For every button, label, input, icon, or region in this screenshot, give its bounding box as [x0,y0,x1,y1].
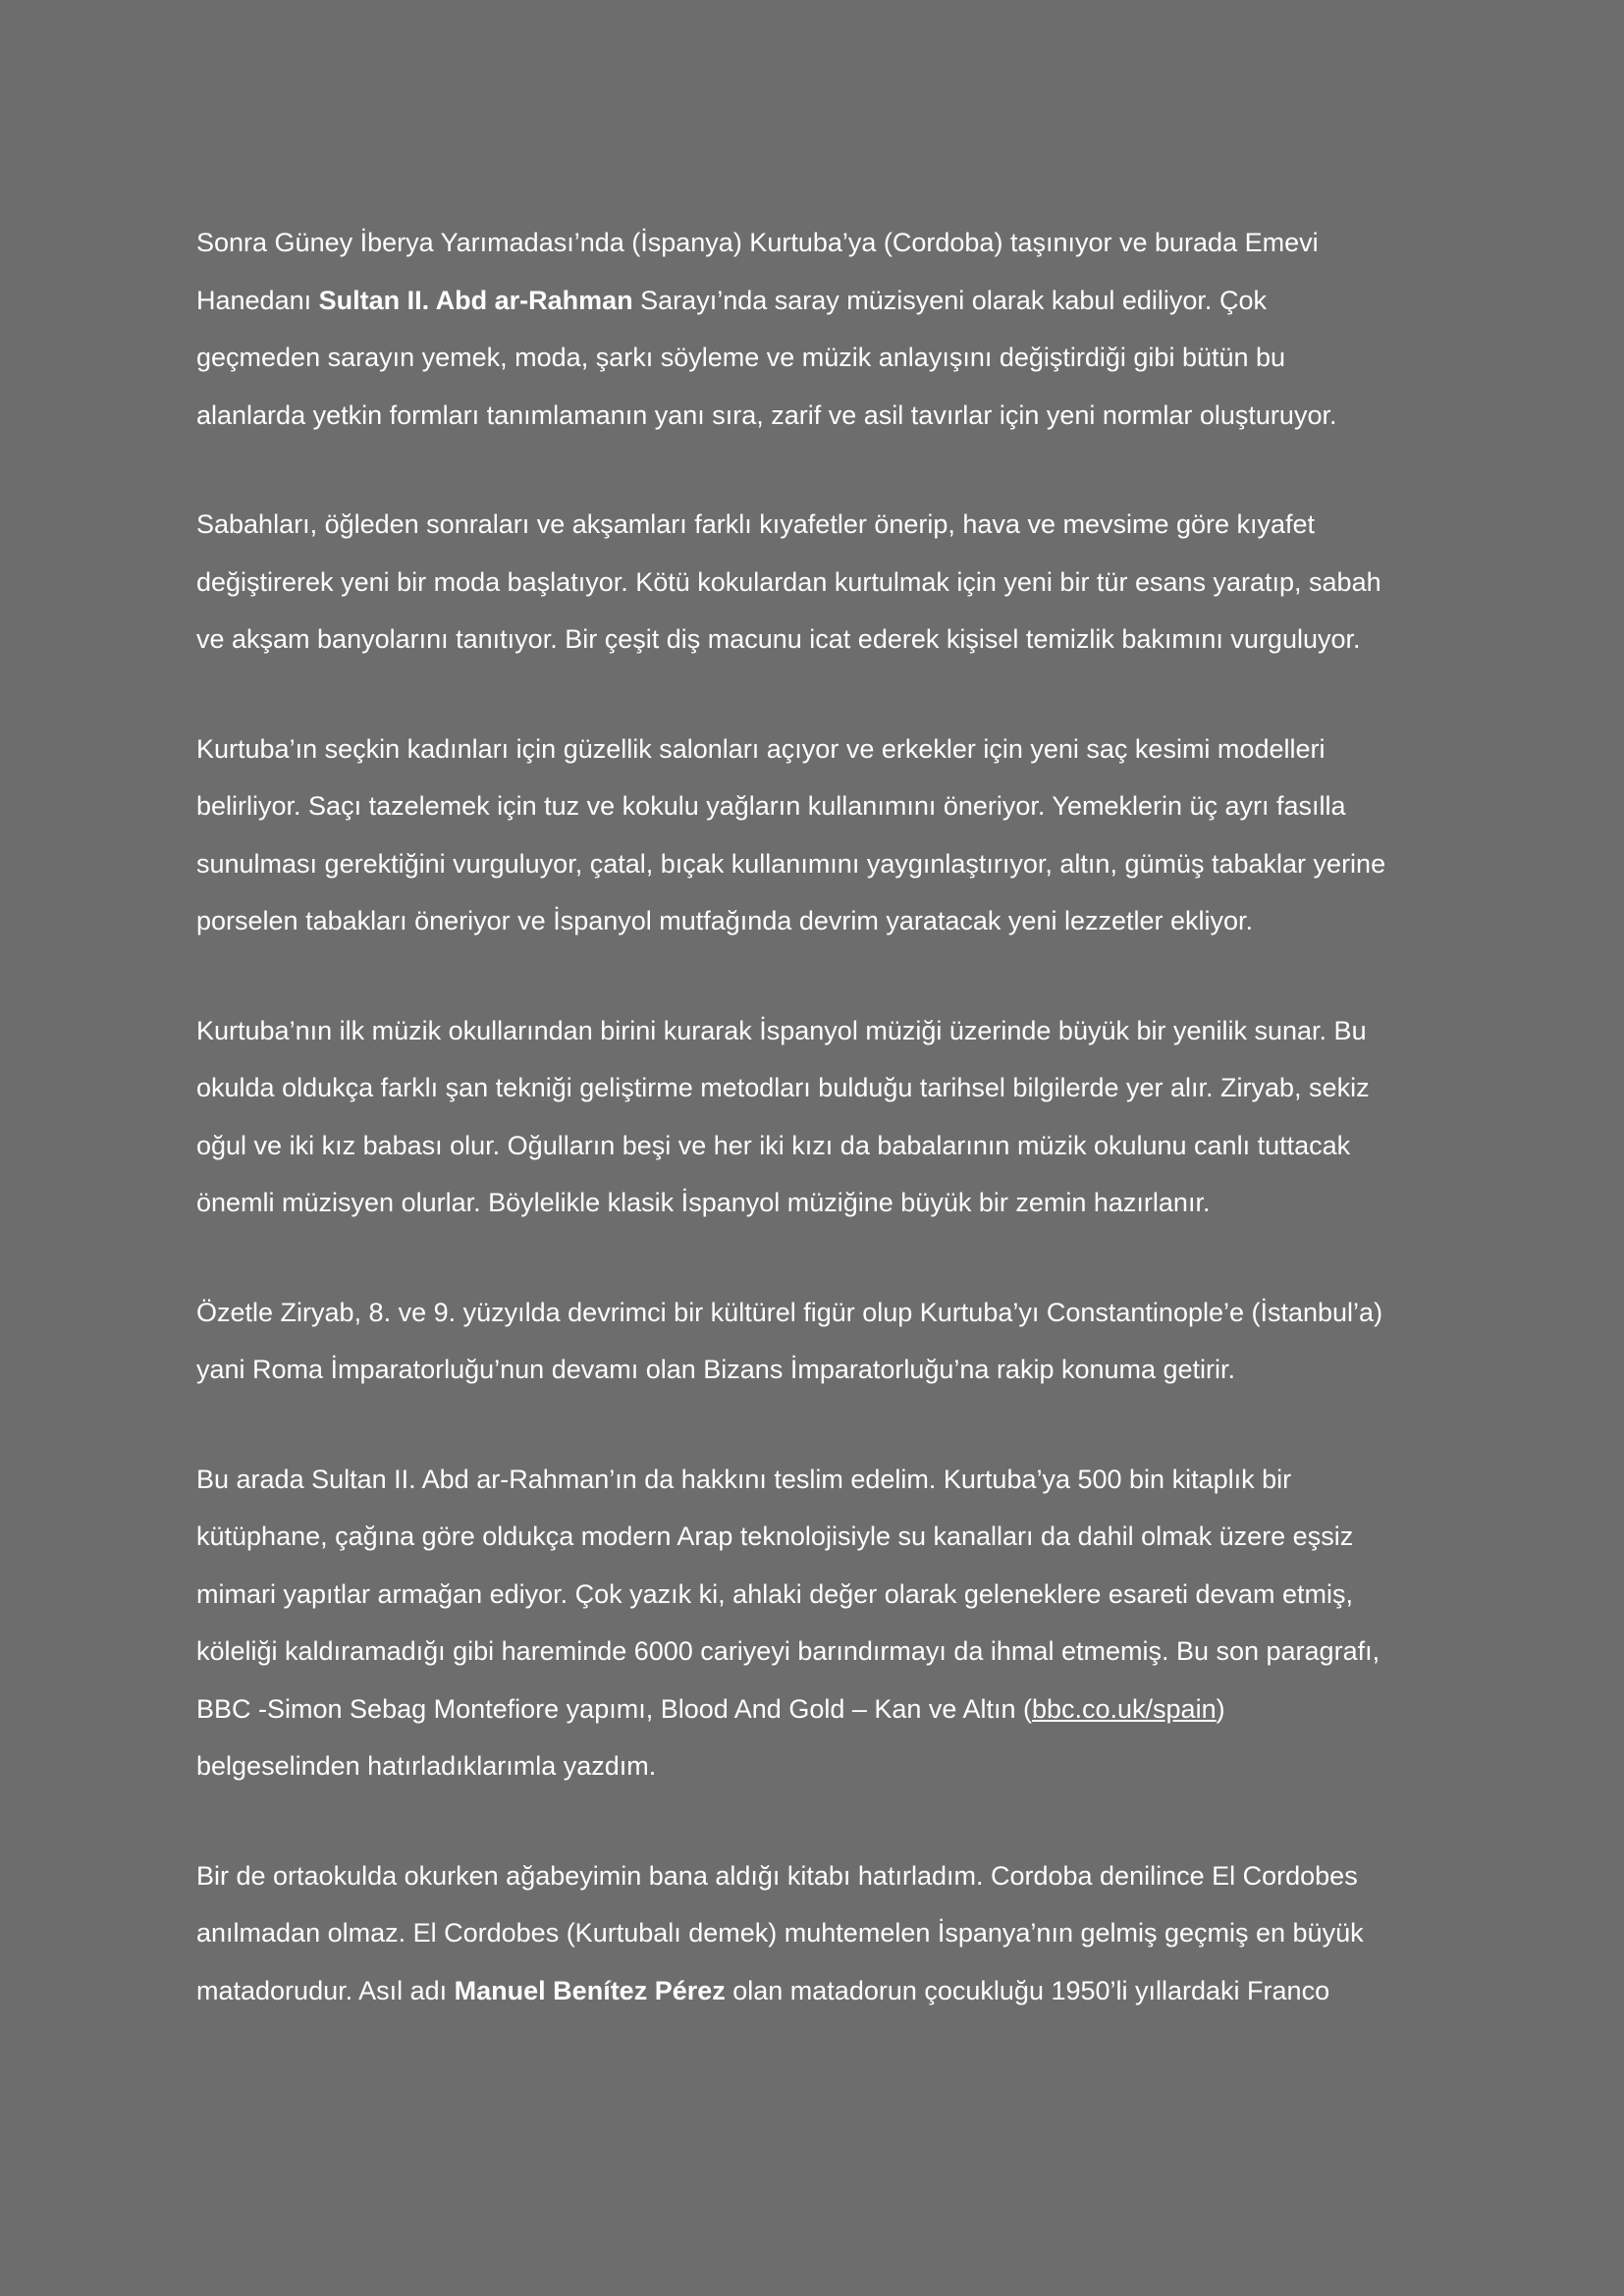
text-line [196,1508,1463,1566]
text-line [196,554,1463,612]
text-run: matadorudur. Asıl adı [196,1975,455,2005]
source-link[interactable]: bbc.co.uk/spain [1031,1693,1217,1724]
text-run: köleliği kaldıramadığı gibi hareminde 6000 cariyeyi barındırmayı da ihmal etmemiş. Bu son paragrafı, [196,1636,1380,1666]
text-run: Bir de ortaokulda okurken ağabeyimin bana aldığı kitabı hatırladım. Cordoba denilince El Cordobes [196,1860,1358,1891]
text-line [196,1341,1463,1399]
text-run: alanlarda yetkin formları tanımlamanın yanı sıra, zarif ve asil tavırlar için yeni normlar oluşturuyor. [196,400,1337,430]
text-line [196,1174,1463,1232]
text-run: Kurtuba’ın seçkin kadınları için güzellik salonları açıyor ve erkekler için yeni saç kesimi modelleri [196,733,1326,764]
text-line [196,892,1463,950]
text-line [196,1623,1463,1681]
text-run: değiştirerek yeni bir moda başlatıyor. Kötü kokulardan kurtulmak için yeni bir tür esans yaratıp, sabah [196,566,1381,597]
text-line [196,1847,1463,1905]
paragraph [196,1002,1463,1232]
text-run: yani Roma İmparatorluğu’nun devamı olan Bizans İmparatorluğu’na rakip konuma getirir. [196,1355,1236,1384]
text-line [196,1284,1463,1342]
text-line [196,1002,1463,1060]
bold-name: Sultan II. Abd ar-Rahman [318,285,633,315]
text-line [196,1451,1463,1509]
text-line [196,1566,1463,1624]
paragraph [196,1847,1463,2020]
text-run: anılmadan olmaz. El Cordobes (Kurtubalı demek) muhtemelen İspanya’nın gelmiş geçmiş en büyük [196,1918,1364,1948]
text-run: Kurtuba’nın ilk müzik okullarından birini kurarak İspanyol müziği üzerinde büyük bir yenilik sunar. Bu [196,1015,1367,1045]
text-line [196,329,1463,387]
paragraph [196,1284,1463,1399]
paragraph [196,496,1463,668]
text-line [196,721,1463,778]
text-line [196,1962,1463,2020]
text-line [196,611,1463,668]
text-line [196,1904,1463,1962]
text-run: belgeselinden hatırladıklarımla yazdım. [196,1751,657,1781]
text-line [196,272,1463,330]
text-line [196,496,1463,554]
text-run: kütüphane, çağına göre oldukça modern Arap teknolojisiyle su kanalları da dahil olmak üzere eşsiz [196,1522,1354,1551]
text-run: ) [1216,1693,1225,1724]
text-run: BBC -Simon Sebag Montefiore yapımı, Blood And Gold – Kan ve Altın ( [196,1693,1032,1724]
text-run: Sabahları, öğleden sonraları ve akşamları farklı kıyafetler önerip, hava ve mevsime göre kıyafet [196,509,1316,539]
text-run: belirliyor. Saçı tazelemek için tuz ve kokulu yağların kullanımını öneriyor. Yemeklerin üç ayrı fasılla [196,791,1346,821]
text-line [196,1737,1463,1795]
text-run: okulda oldukça farklı şan tekniği geliştirme metodları bulduğu tarihsel bilgilerde yer alır. Ziryab, sekiz [196,1073,1370,1102]
text-run: önemli müzisyen olurlar. Böylelikle klasik İspanyol müziğine büyük bir zemin hazırlanır. [196,1188,1211,1217]
text-run: Hanedanı [196,285,319,315]
paragraph [196,1451,1463,1795]
text-run: ve akşam banyolarını tanıtıyor. Bir çeşit diş macunu icat ederek kişisel temizlik bakımını vurguluyor. [196,624,1361,654]
text-line [196,214,1463,272]
text-run: porselen tabakları öneriyor ve İspanyol mutfağında devrim yaratacak yeni lezzetler ekliyor. [196,906,1254,935]
text-run: oğul ve iki kız babası olur. Oğulların beşi ve her iki kızı da babalarının müzik okulunu canlı tuttacak [196,1130,1351,1160]
text-run: Özetle Ziryab, 8. ve 9. yüzyılda devrimci bir kültürel figür olup Kurtuba’yı Constantinople’e (İstanbul’a) [196,1297,1383,1327]
text-run: sunulması gerektiğini vurguluyor, çatal, bıçak kullanımını yaygınlaştırıyor, altın, gümüş tabaklar yerine [196,848,1386,879]
paragraph [196,721,1463,950]
text-run: Bu arada Sultan II. Abd ar-Rahman’ın da hakkını teslim edelim. Kurtuba’ya 500 bin kitaplık bir [196,1464,1292,1494]
text-line [196,1117,1463,1175]
document-page [196,214,1463,2071]
text-line [196,835,1463,893]
text-run: olan matadorun çocukluğu 1950’li yıllardaki Franco [725,1975,1330,2005]
text-line [196,1681,1463,1738]
text-run: Sonra Güney İberya Yarımadası’nda (İspanya) Kurtuba’ya (Cordoba) taşınıyor ve burada Emevi [196,228,1319,257]
text-line [196,387,1463,445]
text-run: mimari yapıtlar armağan ediyor. Çok yazık ki, ahlaki değer olarak geleneklere esareti devam etmiş, [196,1578,1354,1609]
text-line [196,777,1463,835]
text-line [196,1059,1463,1117]
bold-name: Manuel Benítez Pérez [454,1975,726,2005]
text-run: Sarayı’nda saray müzisyeni olarak kabul ediliyor. Çok [632,285,1267,315]
text-run: geçmeden sarayın yemek, moda, şarkı söyleme ve müzik anlayışını değiştirdiği gibi bütün bu [196,343,1286,372]
paragraph [196,214,1463,444]
